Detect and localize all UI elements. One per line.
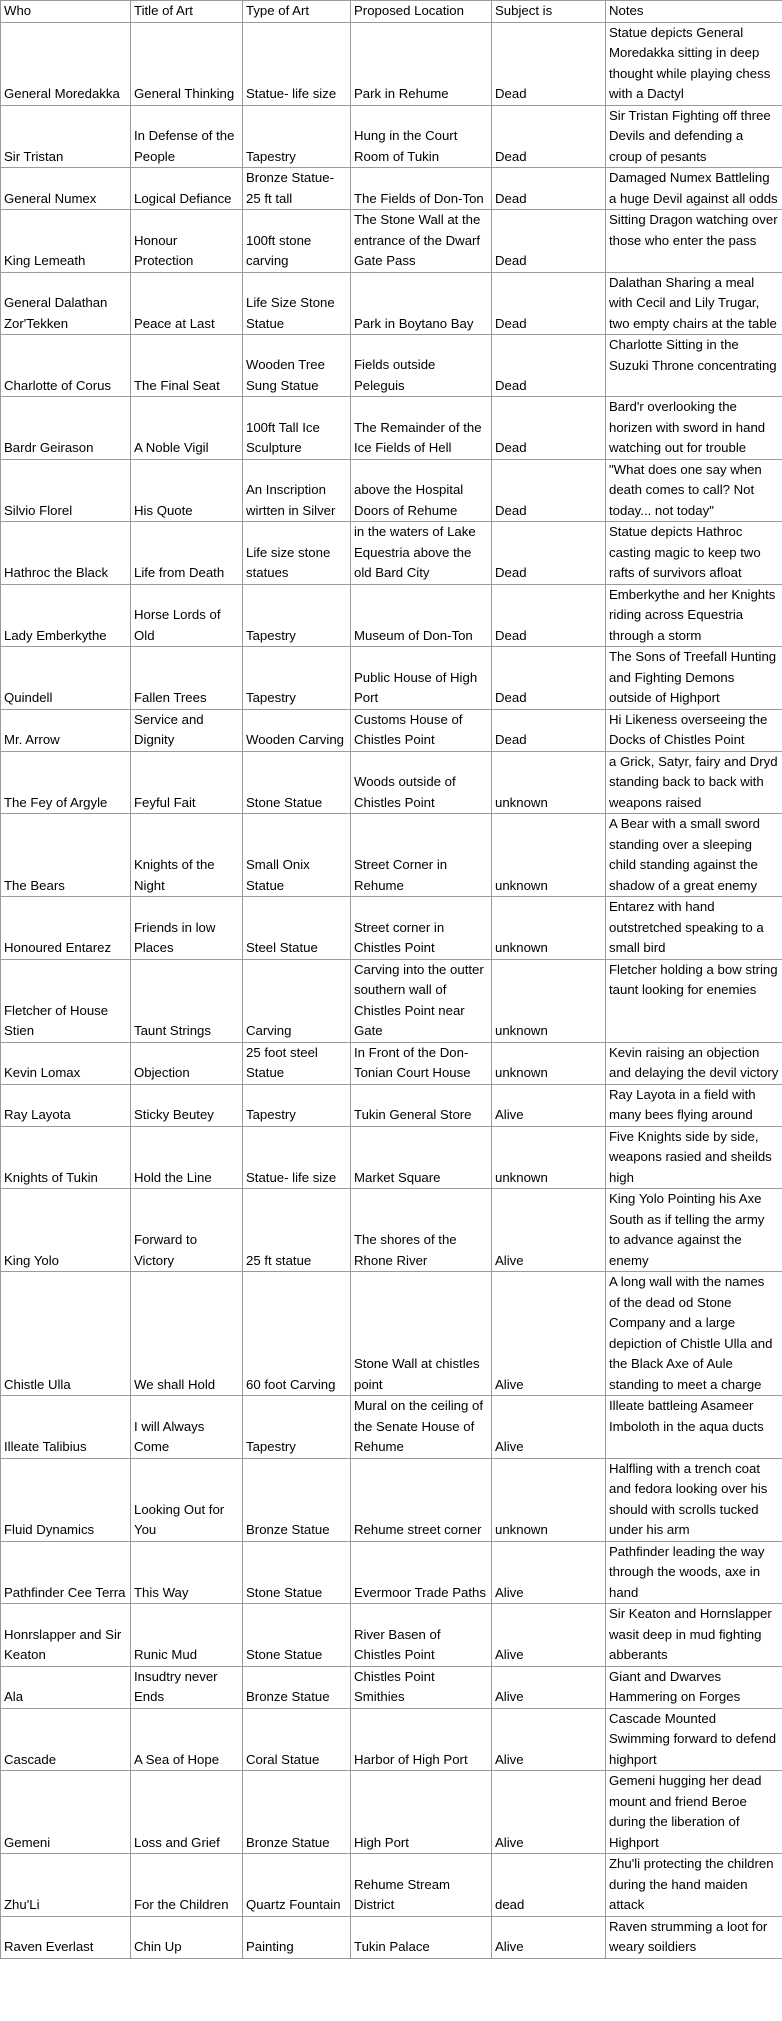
cell-type: Tapestry xyxy=(243,1396,351,1459)
table-row xyxy=(1,1396,782,1459)
cell-who: Mr. Arrow xyxy=(1,709,131,751)
cell-title: The Final Seat xyxy=(131,335,243,397)
cell-subject-status: Dead xyxy=(492,709,606,751)
cell-location: Museum of Don-Ton xyxy=(351,584,492,647)
cell-who: Honoured Entarez xyxy=(1,897,131,960)
cell-location: Street corner in Chistles Point xyxy=(351,897,492,960)
cell-title: For the Children xyxy=(131,1854,243,1917)
table-row xyxy=(1,1126,782,1189)
table-row xyxy=(1,814,782,897)
cell-notes: Statue depicts Hathroc casting magic to keep two rafts of survivors afloat xyxy=(606,522,782,585)
cell-location: The Stone Wall at the entrance of the Dwarf Gate Pass xyxy=(351,210,492,273)
cell-notes: Hi Likeness overseeing the Docks of Chistles Point xyxy=(606,709,782,751)
cell-title: Logical Defiance xyxy=(131,168,243,210)
cell-notes: Statue depicts General Moredakka sitting in deep thought while playing chess with a Dactyl xyxy=(606,22,782,105)
cell-who: Illeate Talibius xyxy=(1,1396,131,1459)
cell-title: Looking Out for You xyxy=(131,1458,243,1541)
table-row xyxy=(1,584,782,647)
cell-notes: Halfling with a trench coat and fedora looking over his should with scrolls tucked under his arm xyxy=(606,1458,782,1541)
cell-title: Hold the Line xyxy=(131,1126,243,1189)
cell-who: The Bears xyxy=(1,814,131,897)
cell-type: Bronze Statue- 25 ft tall xyxy=(243,168,351,210)
table-row xyxy=(1,1771,782,1854)
cell-type: Tapestry xyxy=(243,1084,351,1126)
cell-location: Woods outside of Chistles Point xyxy=(351,751,492,814)
cell-type: Life size stone statues xyxy=(243,522,351,585)
cell-notes: Emberkythe and her Knights riding across Equestria through a storm xyxy=(606,584,782,647)
cell-notes: King Yolo Pointing his Axe South as if telling the army to advance against the enemy xyxy=(606,1189,782,1272)
cell-notes: Kevin raising an objection and delaying the devil victory xyxy=(606,1042,782,1084)
cell-notes: Zhu'li protecting the children during the hand maiden attack xyxy=(606,1854,782,1917)
cell-type: 100ft Tall Ice Sculpture xyxy=(243,397,351,460)
cell-notes: a Grick, Satyr, fairy and Dryd standing back to back with weapons raised xyxy=(606,751,782,814)
cell-title: Knights of the Night xyxy=(131,814,243,897)
column-header-type: Type of Art xyxy=(243,1,351,23)
cell-who: Raven Everlast xyxy=(1,1916,131,1958)
cell-location: Customs House of Chistles Point xyxy=(351,709,492,751)
cell-title: Runic Mud xyxy=(131,1604,243,1667)
cell-subject-status: unknown xyxy=(492,1458,606,1541)
cell-subject-status: unknown xyxy=(492,959,606,1042)
cell-who: Bardr Geirason xyxy=(1,397,131,460)
cell-subject-status: Dead xyxy=(492,459,606,522)
cell-location: Tukin General Store xyxy=(351,1084,492,1126)
cell-type: Steel Statue xyxy=(243,897,351,960)
cell-location: River Basen of Chistles Point xyxy=(351,1604,492,1667)
cell-type: Wooden Carving xyxy=(243,709,351,751)
cell-who: Silvio Florel xyxy=(1,459,131,522)
cell-subject-status: Alive xyxy=(492,1666,606,1708)
cell-subject-status: Alive xyxy=(492,1604,606,1667)
cell-location: Street Corner in Rehume xyxy=(351,814,492,897)
cell-location: Fields outside Peleguis xyxy=(351,335,492,397)
cell-notes: Gemeni hugging her dead mount and friend Beroe during the liberation of Highport xyxy=(606,1771,782,1854)
cell-subject-status: Dead xyxy=(492,397,606,460)
cell-title: Insudtry never Ends xyxy=(131,1666,243,1708)
cell-subject-status: unknown xyxy=(492,751,606,814)
table-row xyxy=(1,647,782,710)
cell-who: Ray Layota xyxy=(1,1084,131,1126)
cell-title: Life from Death xyxy=(131,522,243,585)
cell-who: Pathfinder Cee Terra xyxy=(1,1541,131,1604)
cell-who: Chistle Ulla xyxy=(1,1272,131,1396)
cell-who: Sir Tristan xyxy=(1,105,131,168)
table-row xyxy=(1,397,782,460)
cell-who: Lady Emberkythe xyxy=(1,584,131,647)
cell-type: Wooden Tree Sung Statue xyxy=(243,335,351,397)
cell-notes: Cascade Mounted Swimming forward to defend highport xyxy=(606,1708,782,1771)
cell-who: The Fey of Argyle xyxy=(1,751,131,814)
table-row xyxy=(1,1042,782,1084)
cell-location: Chistles Point Smithies xyxy=(351,1666,492,1708)
cell-location: Rehume Stream District xyxy=(351,1854,492,1917)
table-row xyxy=(1,272,782,335)
cell-who: Cascade xyxy=(1,1708,131,1771)
cell-type: 60 foot Carving xyxy=(243,1272,351,1396)
cell-subject-status: Dead xyxy=(492,584,606,647)
table-row xyxy=(1,459,782,522)
cell-title: Objection xyxy=(131,1042,243,1084)
cell-who: Fluid Dynamics xyxy=(1,1458,131,1541)
cell-location: Tukin Palace xyxy=(351,1916,492,1958)
cell-title: Service and Dignity xyxy=(131,709,243,751)
cell-type: Carving xyxy=(243,959,351,1042)
cell-location: Public House of High Port xyxy=(351,647,492,710)
cell-who: General Numex xyxy=(1,168,131,210)
cell-subject-status: unknown xyxy=(492,1042,606,1084)
cell-who: Knights of Tukin xyxy=(1,1126,131,1189)
table-row xyxy=(1,1708,782,1771)
cell-location: Carving into the outter southern wall of Chistles Point near Gate xyxy=(351,959,492,1042)
cell-notes: Entarez with hand outstretched speaking to a small bird xyxy=(606,897,782,960)
cell-title: Loss and Grief xyxy=(131,1771,243,1854)
cell-subject-status: Alive xyxy=(492,1916,606,1958)
cell-type: Quartz Fountain xyxy=(243,1854,351,1917)
cell-title: Horse Lords of Old xyxy=(131,584,243,647)
table-row xyxy=(1,22,782,105)
cell-type: Statue- life size xyxy=(243,1126,351,1189)
cell-subject-status: Dead xyxy=(492,272,606,335)
cell-notes: Illeate battleing Asameer Imboloth in the aqua ducts xyxy=(606,1396,782,1459)
cell-type: Tapestry xyxy=(243,105,351,168)
cell-who: Hathroc the Black xyxy=(1,522,131,585)
cell-notes: Sitting Dragon watching over those who enter the pass xyxy=(606,210,782,273)
table-row xyxy=(1,522,782,585)
cell-title: General Thinking xyxy=(131,22,243,105)
cell-who: Charlotte of Corus xyxy=(1,335,131,397)
cell-subject-status: Dead xyxy=(492,210,606,273)
cell-notes: A Bear with a small sword standing over a sleeping child standing against the shadow of a great enemy xyxy=(606,814,782,897)
cell-location: in the waters of Lake Equestria above the old Bard City xyxy=(351,522,492,585)
cell-type: Coral Statue xyxy=(243,1708,351,1771)
cell-subject-status: Alive xyxy=(492,1708,606,1771)
table-row xyxy=(1,1604,782,1667)
cell-who: General Moredakka xyxy=(1,22,131,105)
table-row xyxy=(1,709,782,751)
cell-notes: The Sons of Treefall Hunting and Fighting Demons outside of Highport xyxy=(606,647,782,710)
cell-notes: Five Knights side by side, weapons rasied and sheilds high xyxy=(606,1126,782,1189)
cell-notes: Giant and Dwarves Hammering on Forges xyxy=(606,1666,782,1708)
cell-location: In Front of the Don-Tonian Court House xyxy=(351,1042,492,1084)
cell-who: Kevin Lomax xyxy=(1,1042,131,1084)
table-row xyxy=(1,1272,782,1396)
cell-notes: A long wall with the names of the dead od Stone Company and a large depiction of Chistle Ulla and the Black Axe of Aule standing to meet a charge xyxy=(606,1272,782,1396)
cell-type: Bronze Statue xyxy=(243,1771,351,1854)
cell-subject-status: Alive xyxy=(492,1189,606,1272)
cell-location: Stone Wall at chistles point xyxy=(351,1272,492,1396)
cell-title: Forward to Victory xyxy=(131,1189,243,1272)
cell-type: Tapestry xyxy=(243,584,351,647)
cell-type: Small Onix Statue xyxy=(243,814,351,897)
cell-who: General Dalathan Zor'Tekken xyxy=(1,272,131,335)
cell-subject-status: Dead xyxy=(492,647,606,710)
cell-subject-status: unknown xyxy=(492,897,606,960)
cell-title: A Noble Vigil xyxy=(131,397,243,460)
cell-location: The shores of the Rhone River xyxy=(351,1189,492,1272)
table-row xyxy=(1,751,782,814)
cell-title: Sticky Beutey xyxy=(131,1084,243,1126)
table-row xyxy=(1,1854,782,1917)
table-row xyxy=(1,105,782,168)
cell-notes: Dalathan Sharing a meal with Cecil and Lily Trugar, two empty chairs at the table xyxy=(606,272,782,335)
cell-type: 100ft stone carving xyxy=(243,210,351,273)
cell-notes: Damaged Numex Battleling a huge Devil against all odds xyxy=(606,168,782,210)
cell-type: An Inscription wirtten in Silver xyxy=(243,459,351,522)
cell-title: In Defense of the People xyxy=(131,105,243,168)
cell-notes: Ray Layota in a field with many bees flying around xyxy=(606,1084,782,1126)
cell-who: Fletcher of House Stien xyxy=(1,959,131,1042)
cell-subject-status: unknown xyxy=(492,814,606,897)
table-row xyxy=(1,168,782,210)
table-row xyxy=(1,1458,782,1541)
header-row xyxy=(1,1,782,23)
cell-title: This Way xyxy=(131,1541,243,1604)
cell-subject-status: dead xyxy=(492,1854,606,1917)
cell-location: High Port xyxy=(351,1771,492,1854)
cell-who: Zhu'Li xyxy=(1,1854,131,1917)
table-row xyxy=(1,210,782,273)
cell-type: Life Size Stone Statue xyxy=(243,272,351,335)
cell-title: Fallen Trees xyxy=(131,647,243,710)
cell-notes: Bard'r overlooking the horizen with sword in hand watching out for trouble xyxy=(606,397,782,460)
column-header-location: Proposed Location xyxy=(351,1,492,23)
table-row xyxy=(1,1084,782,1126)
cell-who: Quindell xyxy=(1,647,131,710)
cell-notes: Pathfinder leading the way through the woods, axe in hand xyxy=(606,1541,782,1604)
column-header-notes: Notes xyxy=(606,1,782,23)
table-row xyxy=(1,1666,782,1708)
cell-subject-status: Dead xyxy=(492,522,606,585)
cell-subject-status: Dead xyxy=(492,105,606,168)
cell-subject-status: Alive xyxy=(492,1272,606,1396)
cell-who: Honrslapper and Sir Keaton xyxy=(1,1604,131,1667)
cell-location: Park in Rehume xyxy=(351,22,492,105)
cell-location: Rehume street corner xyxy=(351,1458,492,1541)
cell-location: Harbor of High Port xyxy=(351,1708,492,1771)
cell-who: Gemeni xyxy=(1,1771,131,1854)
cell-title: Chin Up xyxy=(131,1916,243,1958)
cell-location: The Fields of Don-Ton xyxy=(351,168,492,210)
cell-subject-status: Alive xyxy=(492,1084,606,1126)
cell-title: Friends in low Places xyxy=(131,897,243,960)
cell-who: King Yolo xyxy=(1,1189,131,1272)
table-row xyxy=(1,1541,782,1604)
table-row xyxy=(1,1189,782,1272)
cell-type: 25 foot steel Statue xyxy=(243,1042,351,1084)
cell-location: Mural on the ceiling of the Senate House of Rehume xyxy=(351,1396,492,1459)
table-row xyxy=(1,335,782,397)
cell-type: Stone Statue xyxy=(243,1604,351,1667)
cell-title: We shall Hold xyxy=(131,1272,243,1396)
cell-location: above the Hospital Doors of Rehume xyxy=(351,459,492,522)
cell-subject-status: Dead xyxy=(492,22,606,105)
cell-title: Peace at Last xyxy=(131,272,243,335)
cell-notes: Fletcher holding a bow string taunt looking for enemies xyxy=(606,959,782,1042)
cell-subject-status: Dead xyxy=(492,168,606,210)
cell-location: Market Square xyxy=(351,1126,492,1189)
cell-subject-status: Alive xyxy=(492,1396,606,1459)
cell-location: Evermoor Trade Paths xyxy=(351,1541,492,1604)
table-row xyxy=(1,959,782,1042)
cell-type: Tapestry xyxy=(243,647,351,710)
cell-location: Park in Boytano Bay xyxy=(351,272,492,335)
column-header-subject-status: Subject is xyxy=(492,1,606,23)
cell-title: His Quote xyxy=(131,459,243,522)
cell-type: Bronze Statue xyxy=(243,1666,351,1708)
cell-type: Bronze Statue xyxy=(243,1458,351,1541)
cell-subject-status: Dead xyxy=(492,335,606,397)
cell-type: Stone Statue xyxy=(243,751,351,814)
cell-subject-status: Alive xyxy=(492,1771,606,1854)
cell-notes: Sir Keaton and Hornslapper wasit deep in mud fighting abberants xyxy=(606,1604,782,1667)
cell-title: I will Always Come xyxy=(131,1396,243,1459)
column-header-who: Who xyxy=(1,1,131,23)
cell-who: King Lemeath xyxy=(1,210,131,273)
cell-who: Ala xyxy=(1,1666,131,1708)
table-row xyxy=(1,897,782,960)
cell-type: Stone Statue xyxy=(243,1541,351,1604)
cell-title: Honour Protection xyxy=(131,210,243,273)
cell-notes: Raven strumming a loot for weary soildiers xyxy=(606,1916,782,1958)
cell-title: Feyful Fait xyxy=(131,751,243,814)
cell-type: Statue- life size xyxy=(243,22,351,105)
table-body xyxy=(1,22,782,1958)
cell-notes: "What does one say when death comes to call? Not today... not today" xyxy=(606,459,782,522)
cell-type: Painting xyxy=(243,1916,351,1958)
cell-title: Taunt Strings xyxy=(131,959,243,1042)
cell-title: A Sea of Hope xyxy=(131,1708,243,1771)
cell-notes: Charlotte Sitting in the Suzuki Throne concentrating xyxy=(606,335,782,397)
column-header-title: Title of Art xyxy=(131,1,243,23)
cell-type: 25 ft statue xyxy=(243,1189,351,1272)
cell-subject-status: Alive xyxy=(492,1541,606,1604)
cell-subject-status: unknown xyxy=(492,1126,606,1189)
cell-notes: Sir Tristan Fighting off three Devils and defending a croup of pesants xyxy=(606,105,782,168)
table-row xyxy=(1,1916,782,1958)
cell-location: The Remainder of the Ice Fields of Hell xyxy=(351,397,492,460)
cell-location: Hung in the Court Room of Tukin xyxy=(351,105,492,168)
